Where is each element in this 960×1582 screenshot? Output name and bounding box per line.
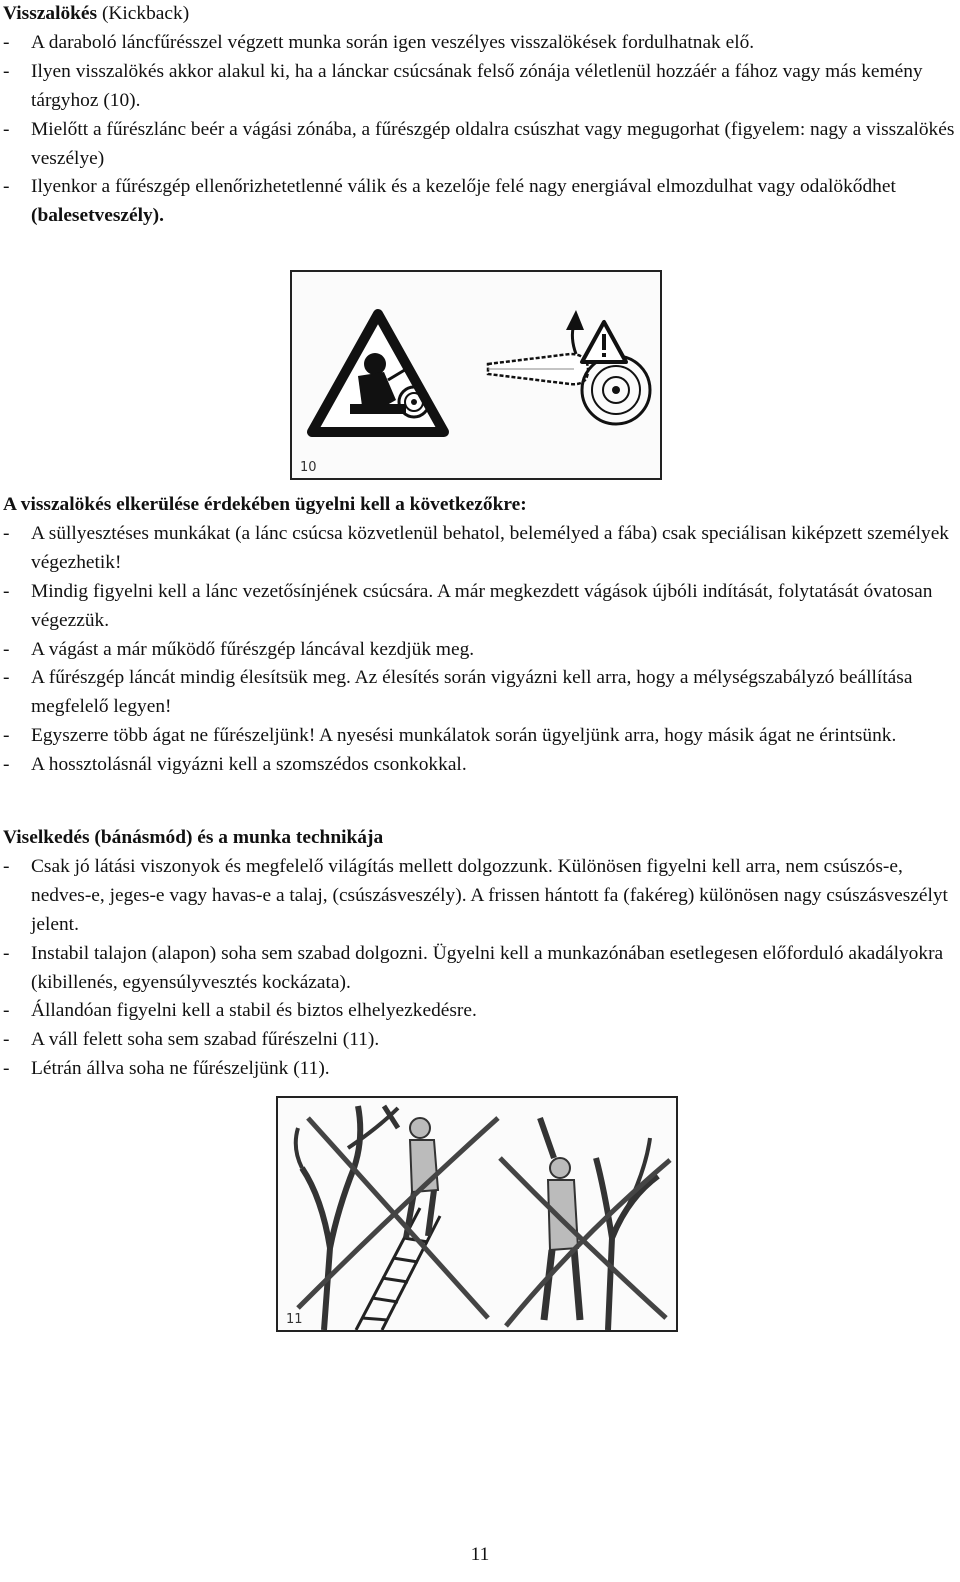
prohibited-cross-icon — [500, 1158, 670, 1326]
list-item: - A vágást a már működő fűrészgép láncával kezdjük meg. — [3, 638, 475, 660]
heading-rest: (Kickback) — [97, 3, 190, 24]
section-kickback — [3, 0, 955, 231]
list-item: - Mielőtt a fűrészlánc beér a vágási zónába, a fűrészgép oldalra csúszhat vagy megugorhat (figyelem: nagy a visszalökés veszélye) — [3, 118, 955, 169]
chain-bar-icon — [488, 354, 588, 384]
warning-text: (balesetveszély). — [31, 205, 164, 227]
section-heading: A visszalökés elkerülése érdekében ügyelni kell a következőkre: — [3, 494, 527, 515]
list-item: - A fűrészgép láncát mindig élesítsük meg. Az élesítés során vigyázni kell arra, hogy a mélységszabályzó beállítása megfelelő legyen! — [3, 667, 913, 718]
section-work-technique — [3, 824, 955, 1084]
list-item: - Instabil talajon (alapon) soha sem szabad dolgozni. Ügyelni kell a munkazónában esetlegesen előforduló akadályokra (kibillenés, egyensúlyvesztés kockázata). — [3, 942, 944, 993]
section-heading — [3, 0, 955, 29]
kickback-arrow-icon — [566, 310, 584, 354]
figure-kickback-illustration — [290, 270, 662, 480]
figure-prohibited-positions — [276, 1096, 678, 1332]
list-item: - Mindig figyelni kell a lánc vezetősínjének csúcsára. A már megkezdett vágások újbóli indítását, folytatását óvatosan végezzük. — [3, 580, 933, 631]
list-item: - Egyszerre több ágat ne fűrészeljünk! A nyesési munkálatok során ügyeljünk arra, hogy másik ágat ne érintsünk. — [3, 725, 897, 747]
warning-triangle-icon — [312, 314, 444, 432]
section-heading: Viselkedés (bánásmód) és a munka technikája — [3, 827, 384, 848]
prohibited-positions-illustration — [278, 1098, 676, 1330]
section-kickback-avoidance — [3, 491, 955, 780]
list-item: - Csak jó látási viszonyok és megfelelő világítás mellett dolgozzunk. Különösen figyelni kell arra, nem csúszós-e, nedves-e, jeges-e vagy havas-e a talaj, (csúszásveszély). A frissen hántott fa (fakéreg) különösen nagy csúszásveszélyt jelent. — [3, 855, 948, 935]
list-item: - A hossztolásnál vigyázni kell a szomszédos csonkokkal. — [3, 754, 467, 776]
list-item: - A süllyesztéses munkákat (a lánc csúcsa közvetlenül behatol, belemélyed a fába) csak speciálisan kiképzett személyek végezhetik! — [3, 522, 949, 573]
small-warning-icon — [582, 322, 626, 362]
list-item: - A daraboló láncfűrésszel végzett munka során igen veszélyes visszalökések fordulhatnak elő. — [3, 31, 755, 53]
figure-number: 10 — [300, 460, 317, 475]
list-item: - A váll felett soha sem szabad fűrészelni (11). — [3, 1029, 380, 1051]
list-item: - Létrán állva soha ne fűrészeljünk (11). — [3, 1058, 330, 1080]
list-item: - Ilyen visszalökés akkor alakul ki, ha a lánckar csúcsának felső zónája véletlenül hozzáér a fához vagy más kemény tárgyhoz (10). — [3, 60, 923, 111]
list-item: - Állandóan figyelni kell a stabil és biztos elhelyezkedésre. — [3, 1000, 477, 1022]
kickback-illustration — [292, 272, 660, 478]
log-icon — [582, 356, 650, 424]
heading-bold: Visszalökés — [3, 3, 98, 24]
figure-number: 11 — [286, 1312, 303, 1327]
page-number: 11 — [470, 1544, 490, 1565]
list-item: - Ilyenkor a fűrészgép ellenőrizhetetlenné válik és a kezelője felé nagy energiával elmozdulhat vagy odalökődhet (balesetveszély). — [3, 176, 896, 227]
